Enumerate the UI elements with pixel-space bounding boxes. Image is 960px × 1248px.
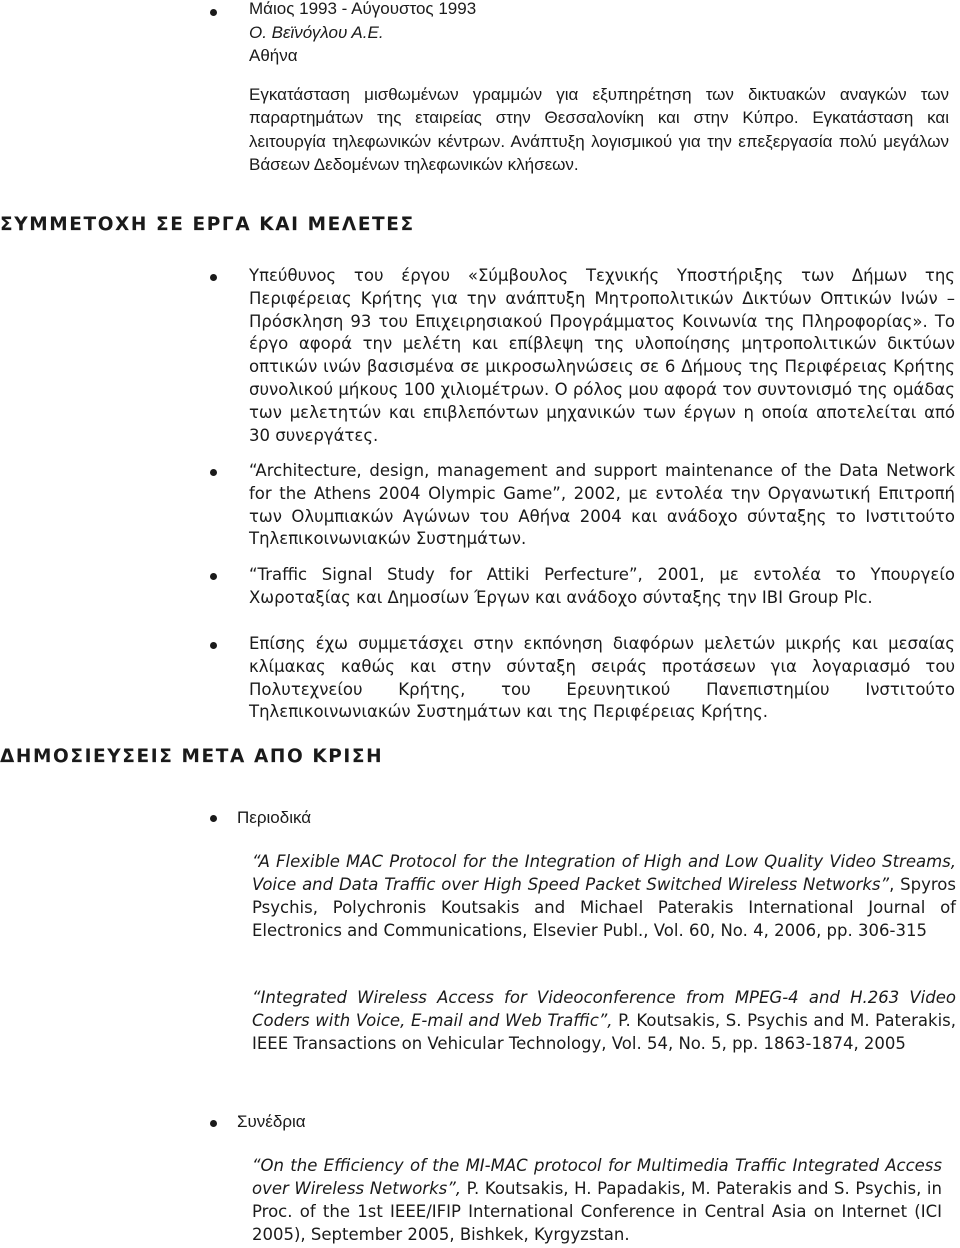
job-city: Αθήνα bbox=[249, 46, 298, 65]
periodical-ref-2 bbox=[252, 986, 956, 1055]
bullet-icon bbox=[210, 274, 217, 281]
job-description: Εγκατάσταση μισθωμένων γραμμών για εξυπηρέτηση των δικτυακών αναγκών των παραρτημάτων της εταιρείας στην Θεσσαλονίκη και στην Κύπρο. Εγκατάσταση και λειτουργία τηλεφωνικών κέντρων. Ανάπτυξη λογισμικού για την επεξεργασία πολύ μεγάλων Βάσεων Δεδομένων τηλεφωνικών κλήσεων. bbox=[249, 84, 949, 174]
periodical-ref-1 bbox=[252, 850, 956, 942]
periodicals-label: Περιοδικά bbox=[237, 808, 312, 827]
job-entry bbox=[249, 0, 949, 177]
conference-title-1: “On the Efficiency of the MI-MAC protocol for Multimedia Traffic Integrated Access over Wireless Networks”, bbox=[252, 1156, 942, 1198]
conferences-label: Συνέδρια bbox=[237, 1112, 306, 1131]
bullet-icon bbox=[210, 573, 217, 580]
periodical-details-2: P. Koutsakis, S. Psychis and M. Paterakis, IEEE Transactions on Vehicular Technology, Vol. 54, No. 5, pp. 1863-1874, 2005 bbox=[252, 1011, 956, 1053]
projects-heading: ΣΥΜΜΕΤΟΧΗ ΣΕ ΕΡΓΑ ΚΑΙ ΜΕΛΕΤΕΣ bbox=[0, 214, 415, 235]
bullet-icon bbox=[210, 815, 217, 822]
periodical-title-2: “Integrated Wireless Access for Videoconference from MPEG-4 and H.263 Video Coders with Voice, E-mail and Web Traffic”, bbox=[252, 988, 956, 1030]
bullet-icon bbox=[210, 1120, 217, 1127]
bullet-icon bbox=[210, 9, 217, 16]
periodical-details-1: , Spyros Psychis, Polychronis Koutsakis and Michael Paterakis International Journal of Electronics and Communications, Elsevier Publ., Vol. 60, No. 4, 2006, pp. 306-315 bbox=[252, 875, 956, 940]
conference-ref-1 bbox=[252, 1154, 942, 1246]
job-period: Μάιος 1993 - Αύγουστος 1993 bbox=[249, 0, 477, 18]
publications-heading: ΔΗΜΟΣΙΕΥΣΕΙΣ ΜΕΤΑ ΑΠΟ ΚΡΙΣΗ bbox=[0, 746, 384, 767]
job-company: Ο. Βεϊνόγλου Α.Ε. bbox=[249, 22, 384, 42]
periodical-title-1: “A Flexible MAC Protocol for the Integration of High and Low Quality Video Streams, Voice and Data Traffic over High Speed Packet Switched Wireless Networks” bbox=[252, 852, 956, 894]
project-item-4: Επίσης έχω συμμετάσχει στην εκπόνηση διαφόρων μελετών μικρής και μεσαίας κλίμακας καθώς και στην σύνταξη σειράς προτάσεων για λογαριασμό του Πολυτεχνείου Κρήτης, του Ερευνητικού Πανεπιστημίου Ινστιτούτο Τηλεπικοινωνιακών Συστημάτων και της Περιφέρειας Κρήτης. bbox=[249, 634, 955, 722]
bullet-icon bbox=[210, 642, 217, 649]
bullet-icon bbox=[210, 469, 217, 476]
conference-details-1: P. Koutsakis, H. Papadakis, M. Paterakis and S. Psychis, in Proc. of the 1st IEEE/IFIP International Conference in Central Asia on Internet (ICI 2005), September 2005, Bishkek, Kyrgyzstan. bbox=[252, 1179, 942, 1244]
project-item-1: Υπεύθυνος του έργου «Σύμβουλος Τεχνικής Υποστήριξης των Δήμων της Περιφέρειας Κρήτης για την ανάπτυξη Μητροπολιτικών Δικτύων Οπτικών Ινών – Πρόσκληση 93 του Επιχειρησιακού Προγράμματος Κοινωνία της Πληροφορίας». Το έργο αφορά την μελέτη και επίβλεψη της υλοποίησης μητροπολιτικών δικτύων οπτικών ινών βασισμένα σε μικροσωληνώσεις σε 6 Δήμους της Περιφέρειας Κρήτης συνολικού μήκους 100 χιλιομέτρων. Ο ρόλος μου αφορά τον συντονισμό της ομάδας των μελετητών και επιβλεπόντων μηχανικών των έργων η οποία αποτελείται από 30 συνεργάτες. bbox=[249, 266, 955, 445]
project-item-2: “Architecture, design, management and support maintenance of the Data Network for the Athens 2004 Olympic Game”, 2002, με εντολέα την Οργανωτική Επιτροπή των Ολυμπιακών Αγώνων του Αθήνα 2004 και ανάδοχο σύνταξης το Ινστιτούτο Τηλεπικοινωνιακών Συστημάτων. bbox=[249, 461, 955, 549]
project-item-3: “Traffic Signal Study for Attiki Perfecture”, 2001, με εντολέα το Υπουργείο Χωροταξίας και Δημοσίων Έργων και ανάδοχο σύνταξης την IBI Group Plc. bbox=[249, 565, 955, 607]
